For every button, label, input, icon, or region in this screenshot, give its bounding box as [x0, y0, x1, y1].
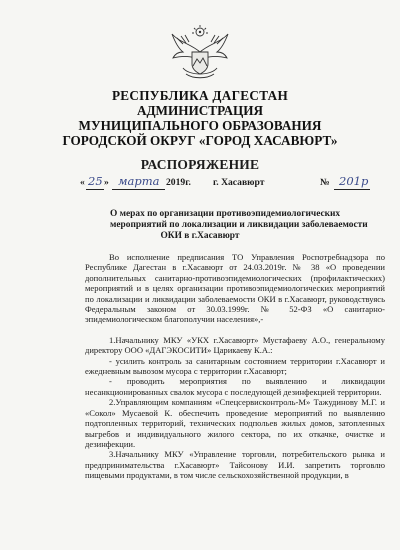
item-1a-paragraph: - усилить контроль за санитарным состоянием территории г.Хасавюрт и ежедневным вывозом мусора с территории г.Хасавюрт; — [85, 355, 385, 377]
document-number: 201р — [339, 174, 369, 188]
document-subject — [110, 209, 368, 242]
preamble-paragraph: Во исполнение предписания ТО Управления Роспотребнадзора по Республике Дагестан в г.Хасавюрт от 24.03.2019г. № 38 «О проведении дополнительных санитарно-противоэпидемиологических (профилактических) мероприятий и в целях организации противоэпидемиологических мероприятий по локализации и ликвидации заболеваемости ОКИ в г.Хасавюрт, руководствуясь Федеральным законом от 30.03.1999г. № 52-ФЗ «О санитарно-эпидемиологическом благополучии населения»,- — [85, 252, 385, 325]
subject-line: мероприятий по локализации и ликвидации заболеваемости — [110, 220, 368, 230]
number-underline — [334, 189, 370, 190]
header-municipal: МУНИЦИПАЛЬНОГО ОБРАЗОВАНИЯ — [78, 118, 322, 133]
date-close-quote: » — [104, 177, 109, 188]
date-month: марта — [118, 174, 160, 188]
date-year: 2019г. — [166, 177, 191, 188]
date-open-quote: « — [80, 177, 85, 188]
header-city-district: ГОРОДСКОЙ ОКРУГ «ГОРОД ХАСАВЮРТ» — [62, 133, 338, 148]
document-type-title: РАСПОРЯЖЕНИЕ — [140, 157, 260, 172]
header-administration: АДМИНИСТРАЦИЯ — [136, 103, 264, 118]
item-3-paragraph: 3.Начальнику МКУ «Управление торговли, потребительского рынка и предпринимательства г.Хасавюрт» Тайсонову И.И. запретить торговлю пищевыми продуктами, в том числе сельскохозяйственной продукции, в — [85, 449, 385, 481]
date-day: 25 — [88, 174, 103, 188]
subject-line: О мерах по организации противоэпидемиологических — [110, 209, 341, 219]
coat-of-arms-icon — [169, 22, 231, 82]
month-underline — [112, 189, 165, 190]
item-2-paragraph: 2.Управляющим компаниям «Спецсервисконтроль-М» Тажудинову М.Г. и «Сокол» Мусаевой К. обеспечить проведение мероприятий по выявлению подтопленных территорий, технических подпольев жилых домов, затопленных выгребов и индивидуального жилого сектора, по их откачке, очистке и дезинфекции. — [85, 397, 385, 449]
number-prefix: № — [320, 177, 330, 188]
document-body — [85, 252, 385, 481]
day-underline — [86, 189, 104, 190]
date-number-row — [0, 175, 400, 193]
item-1-paragraph: 1.Начальнику МКУ «УКХ г.Хасавюрт» Мустафаеву А.О., генеральному директору ООО «ДАГЭКОСИТИ» Царикаеву К.А.: — [85, 334, 385, 356]
header-republic: РЕСПУБЛИКА ДАГЕСТАН — [111, 88, 289, 103]
subject-line: ОКИ в г.Хасавюрт — [160, 231, 240, 241]
document-city: г. Хасавюрт — [213, 177, 265, 188]
item-1b-paragraph: - проводить мероприятия по выявлению и ликвидации несанкционированных свалок мусора с последующей дезинфекцией территории. — [85, 376, 385, 397]
